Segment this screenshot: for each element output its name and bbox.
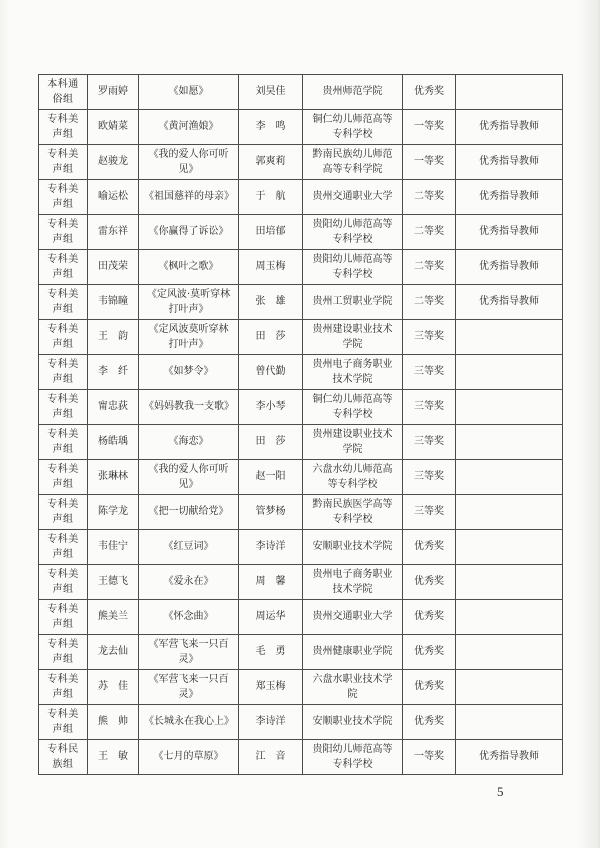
table-row	[39, 670, 563, 705]
cell-group: 专科美声组	[39, 635, 88, 670]
cell-accompanist: 周运华	[239, 600, 303, 635]
cell-school: 贵州电子商务职业技术学院	[303, 565, 403, 600]
cell-accompanist: 李诗洋	[239, 530, 303, 565]
cell-award: 三等奖	[403, 390, 456, 425]
cell-song-title: 《军营飞来一只百灵》	[139, 635, 239, 670]
table-row	[39, 320, 563, 355]
cell-note: 优秀指导教师	[456, 215, 563, 250]
cell-award: 二等奖	[403, 215, 456, 250]
results-table-body	[39, 75, 563, 775]
cell-school: 贵州健康职业学院	[303, 635, 403, 670]
cell-group: 专科美声组	[39, 425, 88, 460]
cell-song-title: 《我的爱人你可听见》	[139, 460, 239, 495]
cell-contestant-name: 王德飞	[88, 565, 139, 600]
cell-note	[456, 565, 563, 600]
results-table	[38, 74, 563, 775]
cell-award: 优秀奖	[403, 565, 456, 600]
cell-song-title: 《怀念曲》	[139, 600, 239, 635]
cell-school: 贵州师范学院	[303, 75, 403, 110]
cell-award: 二等奖	[403, 285, 456, 320]
cell-accompanist: 李 鸣	[239, 110, 303, 145]
cell-note: 优秀指导教师	[456, 250, 563, 285]
cell-note: 优秀指导教师	[456, 110, 563, 145]
cell-note	[456, 320, 563, 355]
cell-school: 贵州交通职业大学	[303, 600, 403, 635]
cell-song-title: 《黄河渔娘》	[139, 110, 239, 145]
cell-group: 专科美声组	[39, 460, 88, 495]
cell-group: 专科美声组	[39, 180, 88, 215]
cell-award: 三等奖	[403, 355, 456, 390]
cell-school: 贵州建设职业技术学院	[303, 320, 403, 355]
cell-accompanist: 张 雄	[239, 285, 303, 320]
table-row	[39, 635, 563, 670]
table-row	[39, 285, 563, 320]
cell-award: 优秀奖	[403, 705, 456, 740]
cell-accompanist: 田 莎	[239, 320, 303, 355]
table-row	[39, 145, 563, 180]
cell-school: 铜仁幼儿师范高等专科学校	[303, 390, 403, 425]
cell-song-title: 《枫叶之歌》	[139, 250, 239, 285]
cell-song-title: 《七月的草原》	[139, 740, 239, 775]
cell-contestant-name: 韦佳宁	[88, 530, 139, 565]
cell-school: 安顺职业技术学院	[303, 530, 403, 565]
cell-song-title: 《定风波·莫听穿林打叶声》	[139, 285, 239, 320]
cell-group: 专科美声组	[39, 670, 88, 705]
cell-note: 优秀指导教师	[456, 145, 563, 180]
cell-song-title: 《红豆词》	[139, 530, 239, 565]
cell-award: 三等奖	[403, 460, 456, 495]
cell-group: 专科美声组	[39, 110, 88, 145]
cell-note	[456, 670, 563, 705]
cell-note	[456, 495, 563, 530]
cell-song-title: 《定风波莫听穿林打叶声》	[139, 320, 239, 355]
cell-group: 专科美声组	[39, 320, 88, 355]
cell-award: 三等奖	[403, 320, 456, 355]
cell-contestant-name: 韦锦瞳	[88, 285, 139, 320]
table-row	[39, 565, 563, 600]
cell-note	[456, 75, 563, 110]
cell-school: 黔南民族幼儿师范高等专科学院	[303, 145, 403, 180]
table-row	[39, 75, 563, 110]
table-row	[39, 215, 563, 250]
cell-song-title: 《爱永在》	[139, 565, 239, 600]
cell-school: 贵州建设职业技术学院	[303, 425, 403, 460]
cell-contestant-name: 龙去仙	[88, 635, 139, 670]
cell-note	[456, 705, 563, 740]
cell-contestant-name: 熊 帅	[88, 705, 139, 740]
cell-award: 一等奖	[403, 145, 456, 180]
cell-school: 铜仁幼儿师范高等专科学校	[303, 110, 403, 145]
cell-award: 一等奖	[403, 110, 456, 145]
cell-accompanist: 田 莎	[239, 425, 303, 460]
cell-note	[456, 355, 563, 390]
cell-school: 黔南民族医学高等专科学校	[303, 495, 403, 530]
cell-contestant-name: 李 纤	[88, 355, 139, 390]
cell-contestant-name: 雷东祥	[88, 215, 139, 250]
table-row	[39, 530, 563, 565]
cell-award: 优秀奖	[403, 635, 456, 670]
cell-contestant-name: 甯忠荻	[88, 390, 139, 425]
cell-contestant-name: 苏 佳	[88, 670, 139, 705]
cell-group: 专科美声组	[39, 600, 88, 635]
cell-accompanist: 江 音	[239, 740, 303, 775]
cell-note	[456, 600, 563, 635]
table-row	[39, 495, 563, 530]
cell-award: 优秀奖	[403, 670, 456, 705]
table-row	[39, 250, 563, 285]
cell-note	[456, 460, 563, 495]
cell-accompanist: 周 馨	[239, 565, 303, 600]
cell-accompanist: 李诗洋	[239, 705, 303, 740]
cell-song-title: 《你赢得了诉讼》	[139, 215, 239, 250]
cell-note	[456, 635, 563, 670]
cell-school: 六盘水职业技术学院	[303, 670, 403, 705]
cell-award: 三等奖	[403, 425, 456, 460]
cell-contestant-name: 田茂荣	[88, 250, 139, 285]
cell-accompanist: 曾代勤	[239, 355, 303, 390]
cell-accompanist: 郭爽莉	[239, 145, 303, 180]
cell-group: 专科美声组	[39, 145, 88, 180]
cell-accompanist: 李小琴	[239, 390, 303, 425]
table-row	[39, 600, 563, 635]
cell-song-title: 《我的爱人你可听见》	[139, 145, 239, 180]
cell-group: 专科美声组	[39, 495, 88, 530]
cell-song-title: 《妈妈教我一支歌》	[139, 390, 239, 425]
cell-contestant-name: 王 韵	[88, 320, 139, 355]
cell-school: 贵州电子商务职业技术学院	[303, 355, 403, 390]
cell-note: 优秀指导教师	[456, 285, 563, 320]
cell-award: 优秀奖	[403, 600, 456, 635]
cell-group: 专科美声组	[39, 285, 88, 320]
cell-group: 专科美声组	[39, 390, 88, 425]
table-row	[39, 180, 563, 215]
cell-group: 专科美声组	[39, 565, 88, 600]
cell-contestant-name: 罗雨婷	[88, 75, 139, 110]
cell-contestant-name: 张琳林	[88, 460, 139, 495]
cell-school: 安顺职业技术学院	[303, 705, 403, 740]
cell-award: 一等奖	[403, 740, 456, 775]
cell-group: 专科美声组	[39, 705, 88, 740]
cell-group: 专科美声组	[39, 215, 88, 250]
cell-song-title: 《如愿》	[139, 75, 239, 110]
table-row	[39, 355, 563, 390]
cell-contestant-name: 欧婧菜	[88, 110, 139, 145]
cell-note: 优秀指导教师	[456, 740, 563, 775]
cell-contestant-name: 陈学龙	[88, 495, 139, 530]
cell-song-title: 《长城永在我心上》	[139, 705, 239, 740]
cell-award: 优秀奖	[403, 530, 456, 565]
cell-contestant-name: 王 敏	[88, 740, 139, 775]
cell-accompanist: 周玉梅	[239, 250, 303, 285]
cell-contestant-name: 赵骏龙	[88, 145, 139, 180]
cell-accompanist: 郑玉梅	[239, 670, 303, 705]
cell-school: 贵阳幼儿师范高等专科学校	[303, 740, 403, 775]
cell-accompanist: 于 航	[239, 180, 303, 215]
cell-award: 优秀奖	[403, 75, 456, 110]
cell-song-title: 《祖国慈祥的母亲》	[139, 180, 239, 215]
table-row	[39, 425, 563, 460]
cell-group: 专科民族组	[39, 740, 88, 775]
cell-note: 优秀指导教师	[456, 180, 563, 215]
cell-note	[456, 425, 563, 460]
table-row	[39, 705, 563, 740]
cell-school: 贵州工贸职业学院	[303, 285, 403, 320]
cell-song-title: 《把一切献给党》	[139, 495, 239, 530]
cell-accompanist: 管梦杨	[239, 495, 303, 530]
cell-group: 本科通俗组	[39, 75, 88, 110]
cell-song-title: 《海恋》	[139, 425, 239, 460]
cell-school: 贵阳幼儿师范高等专科学校	[303, 215, 403, 250]
cell-group: 专科美声组	[39, 530, 88, 565]
cell-accompanist: 毛 勇	[239, 635, 303, 670]
cell-award: 三等奖	[403, 495, 456, 530]
cell-accompanist: 田培郁	[239, 215, 303, 250]
cell-group: 专科美声组	[39, 250, 88, 285]
cell-school: 贵阳幼儿师范高等专科学校	[303, 250, 403, 285]
cell-school: 六盘水幼儿师范高等专科学校	[303, 460, 403, 495]
table-row	[39, 110, 563, 145]
table-row	[39, 740, 563, 775]
cell-contestant-name: 熊美兰	[88, 600, 139, 635]
table-row	[39, 390, 563, 425]
cell-school: 贵州交通职业大学	[303, 180, 403, 215]
cell-accompanist: 赵一阳	[239, 460, 303, 495]
cell-note	[456, 390, 563, 425]
cell-note	[456, 530, 563, 565]
cell-contestant-name: 喻运松	[88, 180, 139, 215]
cell-song-title: 《如梦令》	[139, 355, 239, 390]
cell-song-title: 《军营飞来一只百灵》	[139, 670, 239, 705]
cell-accompanist: 刘昊佳	[239, 75, 303, 110]
cell-contestant-name: 杨皓瑀	[88, 425, 139, 460]
cell-award: 二等奖	[403, 180, 456, 215]
cell-award: 二等奖	[403, 250, 456, 285]
cell-group: 专科美声组	[39, 355, 88, 390]
table-row	[39, 460, 563, 495]
page-number: 5	[497, 784, 504, 799]
